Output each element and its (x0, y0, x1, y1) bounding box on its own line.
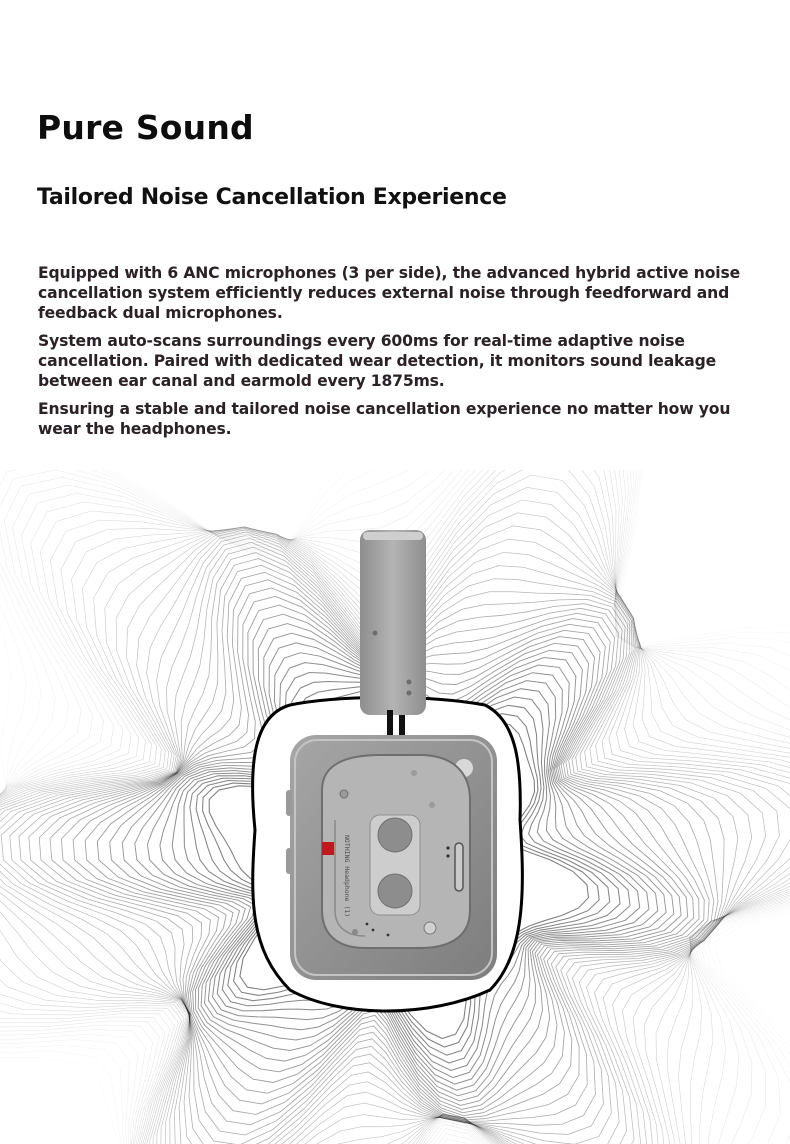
side-control (286, 848, 292, 874)
screw-icon (340, 790, 348, 798)
page-subtitle: Tailored Noise Cancellation Experience (37, 185, 507, 210)
paragraph-adaptive: System auto-scans surroundings every 600ms for real-time adaptive noise cancellation. Paired with dedicated wear detection, it monitors sound leakage between ear canal and earmold every 1875ms. (38, 332, 717, 390)
page-title: Pure Sound (37, 108, 254, 147)
headphone-svg (0, 470, 790, 1144)
sensor-icon (424, 922, 436, 934)
mic-hole-icon (446, 846, 449, 849)
device-label: NOTHING Headphone (1) (343, 835, 351, 918)
screw-icon (411, 770, 417, 776)
description (38, 263, 753, 447)
screw-icon (352, 929, 358, 935)
screw-icon (429, 802, 435, 808)
microphone-bottom-icon (378, 874, 412, 908)
mic-hole-icon (366, 923, 369, 926)
headband-dot-icon (407, 680, 412, 685)
mic-hole-icon (446, 854, 449, 857)
side-control (286, 790, 292, 816)
headband-dot-icon (407, 691, 412, 696)
paragraph-anc: Equipped with 6 ANC microphones (3 per side), the advanced hybrid active noise cancellation system efficiently reduces external noise through feedforward and feedback dual microphones. (38, 264, 741, 322)
paragraph-stable: Ensuring a stable and tailored noise cancellation experience no matter how you wear the headphones. (38, 400, 731, 438)
mic-hole-icon (372, 929, 375, 932)
mic-hole-icon (387, 934, 390, 937)
red-indicator (322, 842, 334, 855)
microphone-top-icon (378, 818, 412, 852)
wear-sensor (455, 843, 463, 891)
headphone-illustration (0, 470, 790, 1144)
headband-tip (363, 532, 423, 540)
headband-slider (360, 530, 426, 715)
headband-dot-icon (373, 631, 378, 636)
